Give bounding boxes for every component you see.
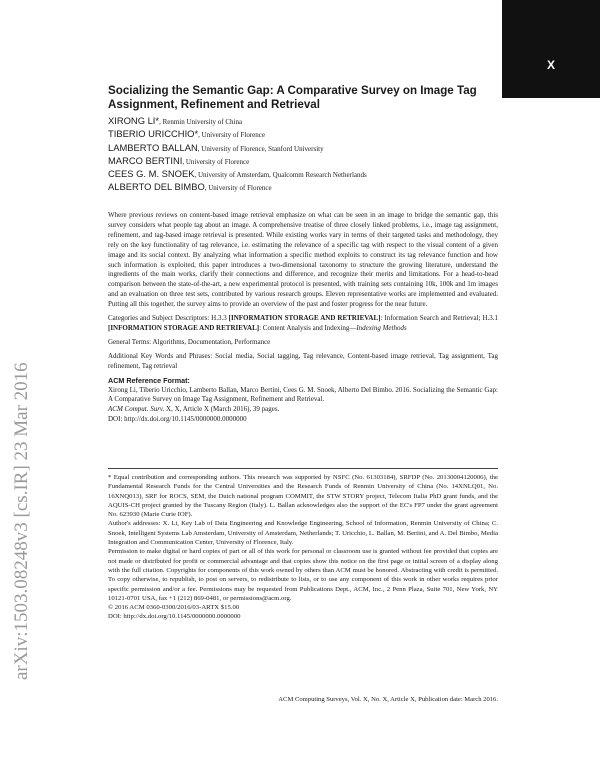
categories-italic: Indexing Methods <box>356 323 407 332</box>
author-name: CEES G. M. SNOEK <box>108 168 195 180</box>
categories-tail: : Content Analysis and Indexing— <box>259 323 357 332</box>
categories <box>108 314 498 334</box>
footnote-funding: * Equal contribution and corresponding authors. This research was supported by NSFC (No. 61303184), SRFDP (No. 20130004120006), the Fundamental Research Funds for the Central Universities and the Research Funds of Renmin University of China (No. 14XNLQ01, No. 16XNQ013), SRF for ROCS, SEM, the Dutch national program COMMIT, the STW STORY project, Telecom Italia PhD grant funds, and the AQUIS-CH project granted by the Tuscany Region (Italy). L. Ballan acknowledges also the support of the EC's FP7 under the grant agreement No. 623930 (Marie Curie IOF). <box>108 474 498 519</box>
author-affiliation: , University of Florence <box>204 184 272 193</box>
author-name: MARCO BERTINI <box>108 154 183 166</box>
front-matter <box>108 211 498 425</box>
author-affiliation: , University of Florence <box>198 131 265 140</box>
author-entry <box>108 115 498 128</box>
author-name: TIBERIO URICCHIO* <box>108 128 199 140</box>
acm-reference-doi: DOI: http://dx.doi.org/10.1145/0000000.0000000 <box>108 415 247 424</box>
author-entry <box>108 155 498 168</box>
author-name: XIRONG LI* <box>108 115 160 126</box>
footnote-copyright: © 2016 ACM 0360-0300/2016/03-ARTX $15.00 <box>108 604 240 612</box>
acm-reference-volume: X, X, Article X (March 2016), 39 pages. <box>164 405 280 414</box>
footnote-addresses: Author's addresses: X. Li, Key Lab of Data Engineering and Knowledge Engineering, School of Information, Renmin University of China; C. Snoek, Intelligent Systems Lab Amsterdam, University of Amsterdam, Netherlands; T. Uricchio, L. Ballan, M. Bertini, and A. Del Bimbo, Media Integration and Communication Center, University of Florence, Italy. <box>108 520 498 547</box>
article-number: X <box>546 58 555 72</box>
author-affiliation: , University of Florence <box>182 157 250 166</box>
footnotes <box>108 473 498 622</box>
author-entry <box>108 168 498 181</box>
acm-reference-heading: ACM Reference Format: <box>108 375 190 385</box>
categories-lead: Categories and Subject Descriptors: H.3.3 <box>108 314 229 323</box>
author-entry <box>108 128 498 141</box>
acm-reference-text: Xirong Li, Tiberio Uricchio, Lamberto Ballan, Marco Bertini, Cees G. M. Snoek, Alberto Del Bimbo. 2016. Socializing the Semantic Gap: A Comparative Survey on Image Tag Assignment, Refinement and Retrieval. <box>108 385 498 404</box>
footnote-doi: DOI: http://dx.doi.org/10.1145/0000000.0000000 <box>108 613 241 621</box>
author-list <box>108 115 498 195</box>
author-name: LAMBERTO BALLAN <box>108 141 198 153</box>
acm-reference-journal: ACM Comput. Surv. <box>108 405 165 414</box>
categories-ccs-2: [INFORMATION STORAGE AND RETRIEVAL] <box>108 323 260 332</box>
author-name: ALBERTO DEL BIMBO <box>108 181 205 193</box>
abstract: Where previous reviews on content-based image retrieval emphasize on what can be seen in an image to bridge the semantic gap, this survey considers what people tag about an image. A comprehensive treatise of three closely linked problems, i.e., image tag assignment, refinement, and tag-based image retrieval is presented. While existing works vary in terms of their targeted tasks and methodology, they rely on the key functionality of tag relevance, i.e. estimating the relevance of a specific tag with respect to the visual content of a given image and its social context. By analyzing what information a specific method exploits to construct its tag relevance function and how such information is exploited, this paper introduces a two-dimensional taxonomy to structure the growing literature, understand the ingredients of the main works, clarify their connections and difference, and recognize their merits and limitations. For a head-to-head comparison between the state-of-the-art, a new experimental protocol is presented, with training sets containing 10k, 100k and 1m images and an evaluation on three test sets, contributed by various research groups. Eleven representative works are implemented and evaluated. Putting all this together, the survey aims to provide an overview of the past and foster progress for the near future. <box>108 211 498 309</box>
page-footer: ACM Computing Surveys, Vol. X, No. X, Article X, Publication date: March 2016. <box>278 696 498 703</box>
paper-title: Socializing the Semantic Gap: A Comparative Survey on Image Tag Assignment, Refinement and Retrieval <box>108 84 477 111</box>
general-terms: General Terms: Algorithms, Documentation, Performance <box>108 337 271 346</box>
author-affiliation: , Renmin University of China <box>159 118 243 126</box>
author-entry <box>108 181 498 194</box>
categories-ccs-1: [INFORMATION STORAGE AND RETRIEVAL] <box>228 314 381 323</box>
author-affiliation: , University of Florence, Stanford University <box>197 144 324 153</box>
acm-reference <box>108 386 498 426</box>
categories-mid: : Information Search and Retrieval; H.3.1 <box>380 314 499 323</box>
arxiv-stamp: arXiv:1503.08248v3 [cs.IR] 23 Mar 2016 <box>11 362 32 680</box>
author-entry <box>108 142 498 155</box>
author-affiliation: , University of Amsterdam, Qualcomm Research Netherlands <box>194 171 367 180</box>
footnote-rule <box>108 468 498 469</box>
footnote-permission: Permission to make digital or hard copies of part or all of this work for personal or classroom use is granted without fee provided that copies are not made or distributed for profit or commercial advantage and that copies show this notice on the first page or initial screen of a display along with the full citation. Copyrights for components of this work owned by others than ACM must be honored. Abstracting with credit is permitted. To copy otherwise, to republish, to post on servers, to redistribute to lists, or to use any component of this work in other works requires prior specific permission and/or a fee. Permissions may be requested from Publications Dept., ACM, Inc., 2 Penn Plaza, Suite 701, New York, NY 10121-0701 USA, fax +1 (212) 869-0481, or permissions@acm.org. <box>108 548 498 602</box>
keywords: Additional Key Words and Phrases: Social media, Social tagging, Tag relevance, Content-based image retrieval, Tag assignment, Tag refinement, Tag retrieval <box>108 351 498 370</box>
article-number-box <box>502 0 600 98</box>
